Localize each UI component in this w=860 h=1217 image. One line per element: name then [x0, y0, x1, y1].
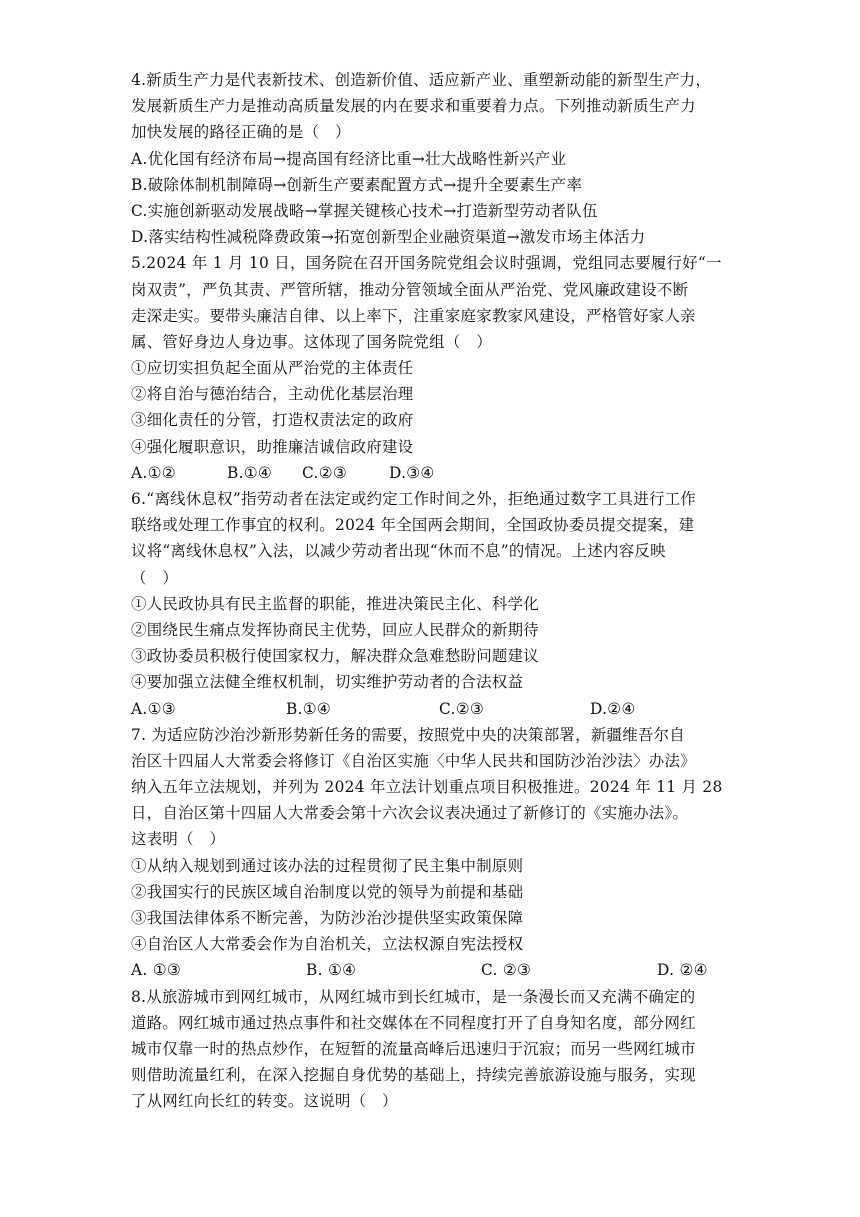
choice-c: C.②③: [302, 463, 347, 482]
statement-item: ③政协委员积极行使国家权力，解决群众急难愁盼问题建议: [131, 647, 539, 666]
question-stem-line: 6.“离线休息权”指劳动者在法定或约定工作时间之外，拒绝通过数字工具进行工作: [131, 490, 697, 508]
question-stem-line: 4.新质生产力是代表新技术、创造新价值、适应新产业、重塑新动能的新型生产力，: [131, 71, 712, 89]
question-7: [131, 722, 731, 984]
question-stem-line: 议将“离线休息权”入法，以减少劳动者出现“休而不息”的情况。上述内容反映: [131, 542, 666, 561]
choice-d: D.②④: [590, 699, 636, 718]
statement-item: ①人民政协具有民主监督的职能，推进决策民主化、科学化: [131, 594, 539, 613]
option-a: A.优化国有经济布局→提高国有经济比重→壮大战略性新兴产业: [131, 149, 567, 168]
statement-item: ②我国实行的民族区域自治制度以党的领导为前提和基础: [131, 882, 524, 901]
statement-item: ①应切实担负起全面从严治党的主体责任: [131, 359, 414, 378]
question-8: [131, 984, 731, 1115]
statement-item: ④自治区人大常委会作为自治机关，立法权源自宪法授权: [131, 935, 524, 954]
question-stem-line: 8.从旅游城市到网红城市，从网红城市到长红城市，是一条漫长而又充满不确定的: [131, 987, 696, 1006]
choice-a: A. ①③: [131, 961, 181, 980]
question-stem-line: 走深走实。要带头廉洁自律、以上率下，注重家庭家教家风建设，严格管好家人亲: [131, 306, 696, 325]
choice-a: A.①②: [131, 463, 176, 482]
question-stem-line: 了从网红向长红的转变。这说明（ ）: [131, 1092, 398, 1111]
option-d: D.落实结构性减税降费政策→拓宽创新型企业融资渠道→激发市场主体活力: [131, 228, 646, 247]
statement-item: ④要加强立法健全维权机制，切实维护劳动者的合法权益: [131, 673, 524, 692]
option-b: B.破除体制机制障碍→创新生产要素配置方式→提升全要素生产率: [131, 175, 583, 194]
question-stem-line: 7. 为适应防沙治沙新形势新任务的需要，按照党中央的决策部署，新疆维吾尔自: [131, 725, 685, 744]
question-stem-line: 治区十四届人大常委会将修订《自治区实施〈中华人民共和国防沙治沙法〉办法》: [131, 751, 696, 770]
statement-item: ①从纳入规划到通过该办法的过程贯彻了民主集中制原则: [131, 856, 524, 875]
question-stem-line: （ ）: [131, 568, 179, 587]
statement-item: ④强化履职意识，助推廉洁诚信政府建设: [131, 437, 414, 456]
statement-item: ③我国法律体系不断完善，为防沙治沙提供坚实政策保障: [131, 909, 524, 927]
question-stem-line: 城市仅靠一时的热点炒作，在短暂的流量高峰后迅速归于沉寂；而另一些网红城市: [131, 1039, 696, 1058]
choice-row: [131, 957, 731, 983]
question-5: [131, 250, 731, 486]
statement-item: ③细化责任的分管，打造权责法定的政府: [131, 411, 414, 430]
question-stem-line: 属、管好身边人身边事。这体现了国务院党组（ ）: [131, 332, 492, 351]
question-stem-line: 日，自治区第十四届人大常委会第十六次会议表决通过了新修订的《实施办法》。: [131, 804, 689, 823]
choice-row: [131, 460, 731, 486]
question-stem-line: 这表明（ ）: [131, 830, 226, 849]
question-stem-line: 纳入五年立法规划，并列为 2024 年立法计划重点项目积极推进。2024 年 11 月 28: [131, 778, 723, 797]
choice-b: B.①④: [227, 463, 272, 482]
option-c: C.实施创新驱动发展战略→掌握关键核心技术→打造新型劳动者队伍: [131, 201, 598, 220]
choice-d: D. ②④: [657, 961, 708, 980]
question-6: [131, 486, 731, 722]
choice-c: C.②③: [439, 699, 484, 718]
choice-b: B.①④: [286, 699, 331, 718]
question-stem-line: 联络或处理工作事宜的权利。2024 年全国两会期间，全国政协委员提交提案，建: [131, 516, 695, 535]
question-stem-line: 加快发展的路径正确的是（ ）: [131, 123, 351, 142]
choice-c: C. ②③: [481, 961, 532, 980]
choice-d: D.③④: [389, 463, 435, 482]
exam-page: [131, 67, 731, 1115]
statement-item: ②围绕民生痛点发挥协商民主优势，回应人民群众的新期待: [131, 620, 539, 639]
question-stem-line: 5.2024 年 1 月 10 日，国务院在召开国务院党组会议时强调，党组同志要履行好“一: [131, 254, 722, 273]
question-stem-line: 发展新质生产力是推动高质量发展的内在要求和重要着力点。下列推动新质生产力: [131, 97, 696, 116]
question-stem-line: 则借助流量红利，在深入挖掘自身优势的基础上，持续完善旅游设施与服务，实现: [131, 1066, 696, 1085]
choice-b: B. ①④: [306, 961, 357, 980]
choice-a: A.①③: [131, 699, 176, 718]
question-stem-line: 道路。网红城市通过热点事件和社交媒体在不同程度打开了自身知名度，部分网红: [131, 1013, 696, 1032]
choice-row: [131, 696, 731, 722]
statement-item: ②将自治与德治结合，主动优化基层治理: [131, 385, 414, 404]
question-4: [131, 67, 731, 250]
question-stem-line: 岗双责”，严负其责、严管所辖，推动分管领域全面从严治党、党风廉政建设不断: [131, 280, 689, 299]
